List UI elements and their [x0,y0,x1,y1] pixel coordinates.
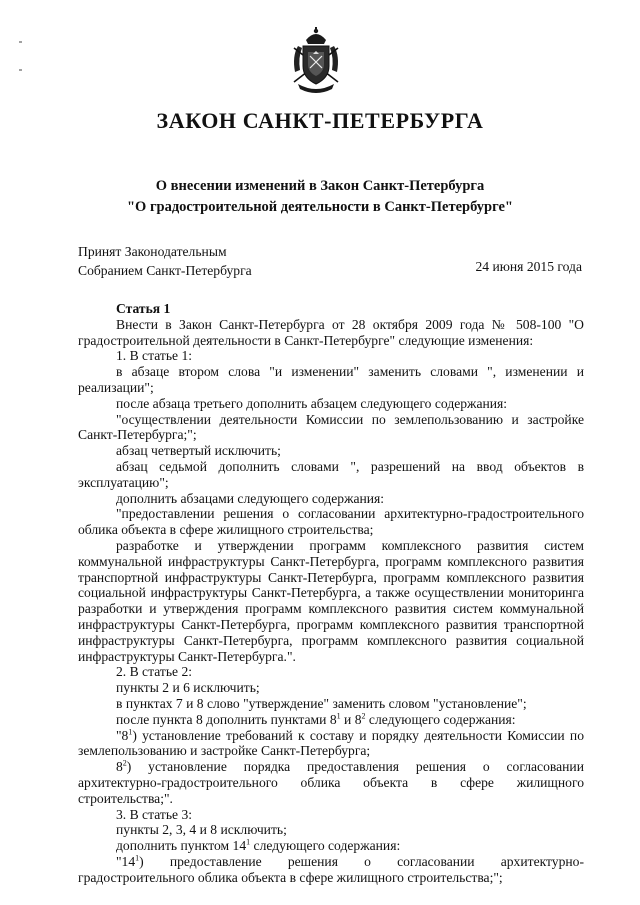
text-run: следующего содержания: [250,838,401,854]
paragraph: в пунктах 7 и 8 слово "утверждение" заменить словом "установление"; [116,695,527,711]
adoption-block [78,242,252,280]
paragraph: после абзаца третьего дополнить абзацем следующего содержания: [116,395,508,411]
text-run: "8 [116,727,129,743]
superscript: 1 [135,853,140,863]
article-heading: Статья 1 [116,301,171,316]
document-subtitle [0,176,640,218]
paragraph [78,854,584,886]
text-run: следующего содержания: [365,711,516,727]
paragraph [78,838,584,854]
paragraph: 1. В статье 1: [116,348,193,364]
scan-marks [18,40,24,80]
adoption-line-1: Принят Законодательным [78,244,227,259]
document-title: ЗАКОН САНКТ-ПЕТЕРБУРГА [156,108,484,133]
text-run: 8 [116,759,123,775]
superscript: 1 [128,726,133,736]
text-run: после пункта 8 дополнить пунктами 8 [116,711,337,727]
paragraph: пункты 2 и 6 исключить; [116,680,260,696]
paragraph: 2. В статье 2: [116,664,193,680]
superscript: 1 [336,711,341,721]
paragraph [78,728,584,760]
text-run: ) предоставление решения о согласовании архитектурно-градостроительного облика объекта в сфере жилищного строительства;"; [78,853,584,885]
adoption-line-2: Собранием Санкт-Петербурга [78,263,252,278]
text-run: "14 [116,853,136,869]
document-body [78,301,584,885]
paragraph: абзац четвертый исключить; [116,443,281,459]
paragraph: "предоставлении решения о согласовании архитектурно-градостроительного облика объекта в сфере жилищного строительства; [78,506,584,538]
paragraph [78,712,584,728]
coat-of-arms-icon [286,26,346,98]
superscript: 1 [246,837,251,847]
text-run: дополнить пунктом 14 [116,838,247,854]
text-run: ) установление требований к составу и порядку деятельности Комиссии по землепользованию и застройке Санкт-Петербурга; [78,727,584,759]
paragraph: дополнить абзацами следующего содержания: [116,490,385,506]
paragraph: разработке и утверждении программ комплексного развития систем коммунальной инфраструктуры Санкт-Петербурга, программ комплексного развития транспортной инфраструктуры Санкт-Петербурга, программ комплексного развития социальной инфраструктуры Санкт-Петербурга, а также осуществлении мониторинга разработки и утверждения программ комплексного развития систем коммунальной инфраструктуры Санкт-Петербурга, программ комплексного развития транспортной инфраструктуры Санкт-Петербурга, программ комплексного развития социальной инфраструктуры Санкт-Петербурга.". [78,537,584,664]
text-run: и 8 [340,711,362,727]
superscript: 2 [361,711,366,721]
paragraph: 3. В статье 3: [116,806,193,822]
paragraph: Внести в Закон Санкт-Петербурга от 28 октября 2009 года № 508-100 "О градостроительной деятельности в Санкт-Петербурге" следующие изменения: [78,316,584,348]
subtitle-line-2: "О градостроительной деятельности в Санкт-Петербурге" [127,199,513,215]
paragraph [78,759,584,806]
text-run: ) установление порядка предоставления решения о согласовании архитектурно-градостроительного облика объекта в сфере жилищного строительства;". [78,759,584,806]
subtitle-line-1: О внесении изменений в Закон Санкт-Петербурга [155,178,485,194]
adoption-date: 24 июня 2015 года [475,259,582,274]
paragraph: пункты 2, 3, 4 и 8 исключить; [116,822,287,838]
paragraph: в абзаце втором слова "и изменении" заменить словами ", изменении и реализации"; [78,364,584,395]
paragraph: абзац седьмой дополнить словами ", разрешений на ввод объектов в эксплуатацию"; [78,458,584,490]
paragraph: "осуществлении деятельности Комиссии по землепользованию и застройке Санкт-Петербурга;"; [78,411,584,443]
superscript: 2 [122,758,127,768]
